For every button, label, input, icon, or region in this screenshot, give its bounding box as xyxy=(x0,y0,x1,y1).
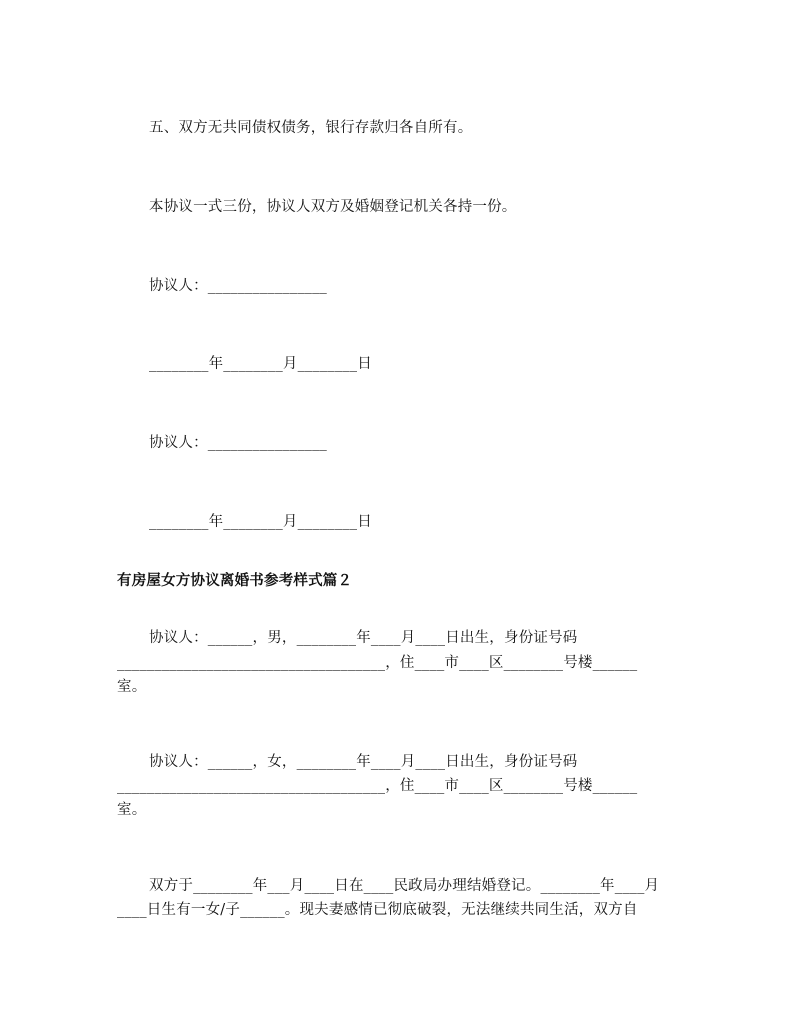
male-party-line-2: ____________________________________，住____市____区________号楼______ xyxy=(117,655,638,671)
signature-date-2: ________年________月________日 xyxy=(149,514,372,530)
paragraph-copies: 本协议一式三份，协议人双方及婚姻登记机关各持一份。 xyxy=(149,199,517,215)
male-party-line-1: 协议人：______，男，________年____月____日出生，身份证号码 xyxy=(149,630,578,646)
section-heading: 有房屋女方协议离婚书参考样式篇２ xyxy=(117,572,353,589)
female-party-line-2: ____________________________________，住____市____区________号楼______ xyxy=(117,778,638,794)
female-party-line-1: 协议人：______，女，________年____月____日出生，身份证号码 xyxy=(149,754,578,770)
male-party-line-3: 室。 xyxy=(117,679,147,695)
marriage-info-line-1: 双方于________年___月____日在____民政局办理结婚登记。________年____月 xyxy=(149,878,660,894)
signature-party-2: 协议人：________________ xyxy=(149,435,327,451)
female-party-line-3: 室。 xyxy=(117,802,147,818)
marriage-info-line-2: ____日生有一女/子______。现夫妻感情已彻底破裂，无法继续共同生活，双方自 xyxy=(117,902,638,918)
signature-date-1: ________年________月________日 xyxy=(149,356,372,372)
paragraph-item-five: 五、双方无共同债权债务，银行存款归各自所有。 xyxy=(149,120,473,136)
signature-party-1: 协议人：________________ xyxy=(149,278,327,294)
